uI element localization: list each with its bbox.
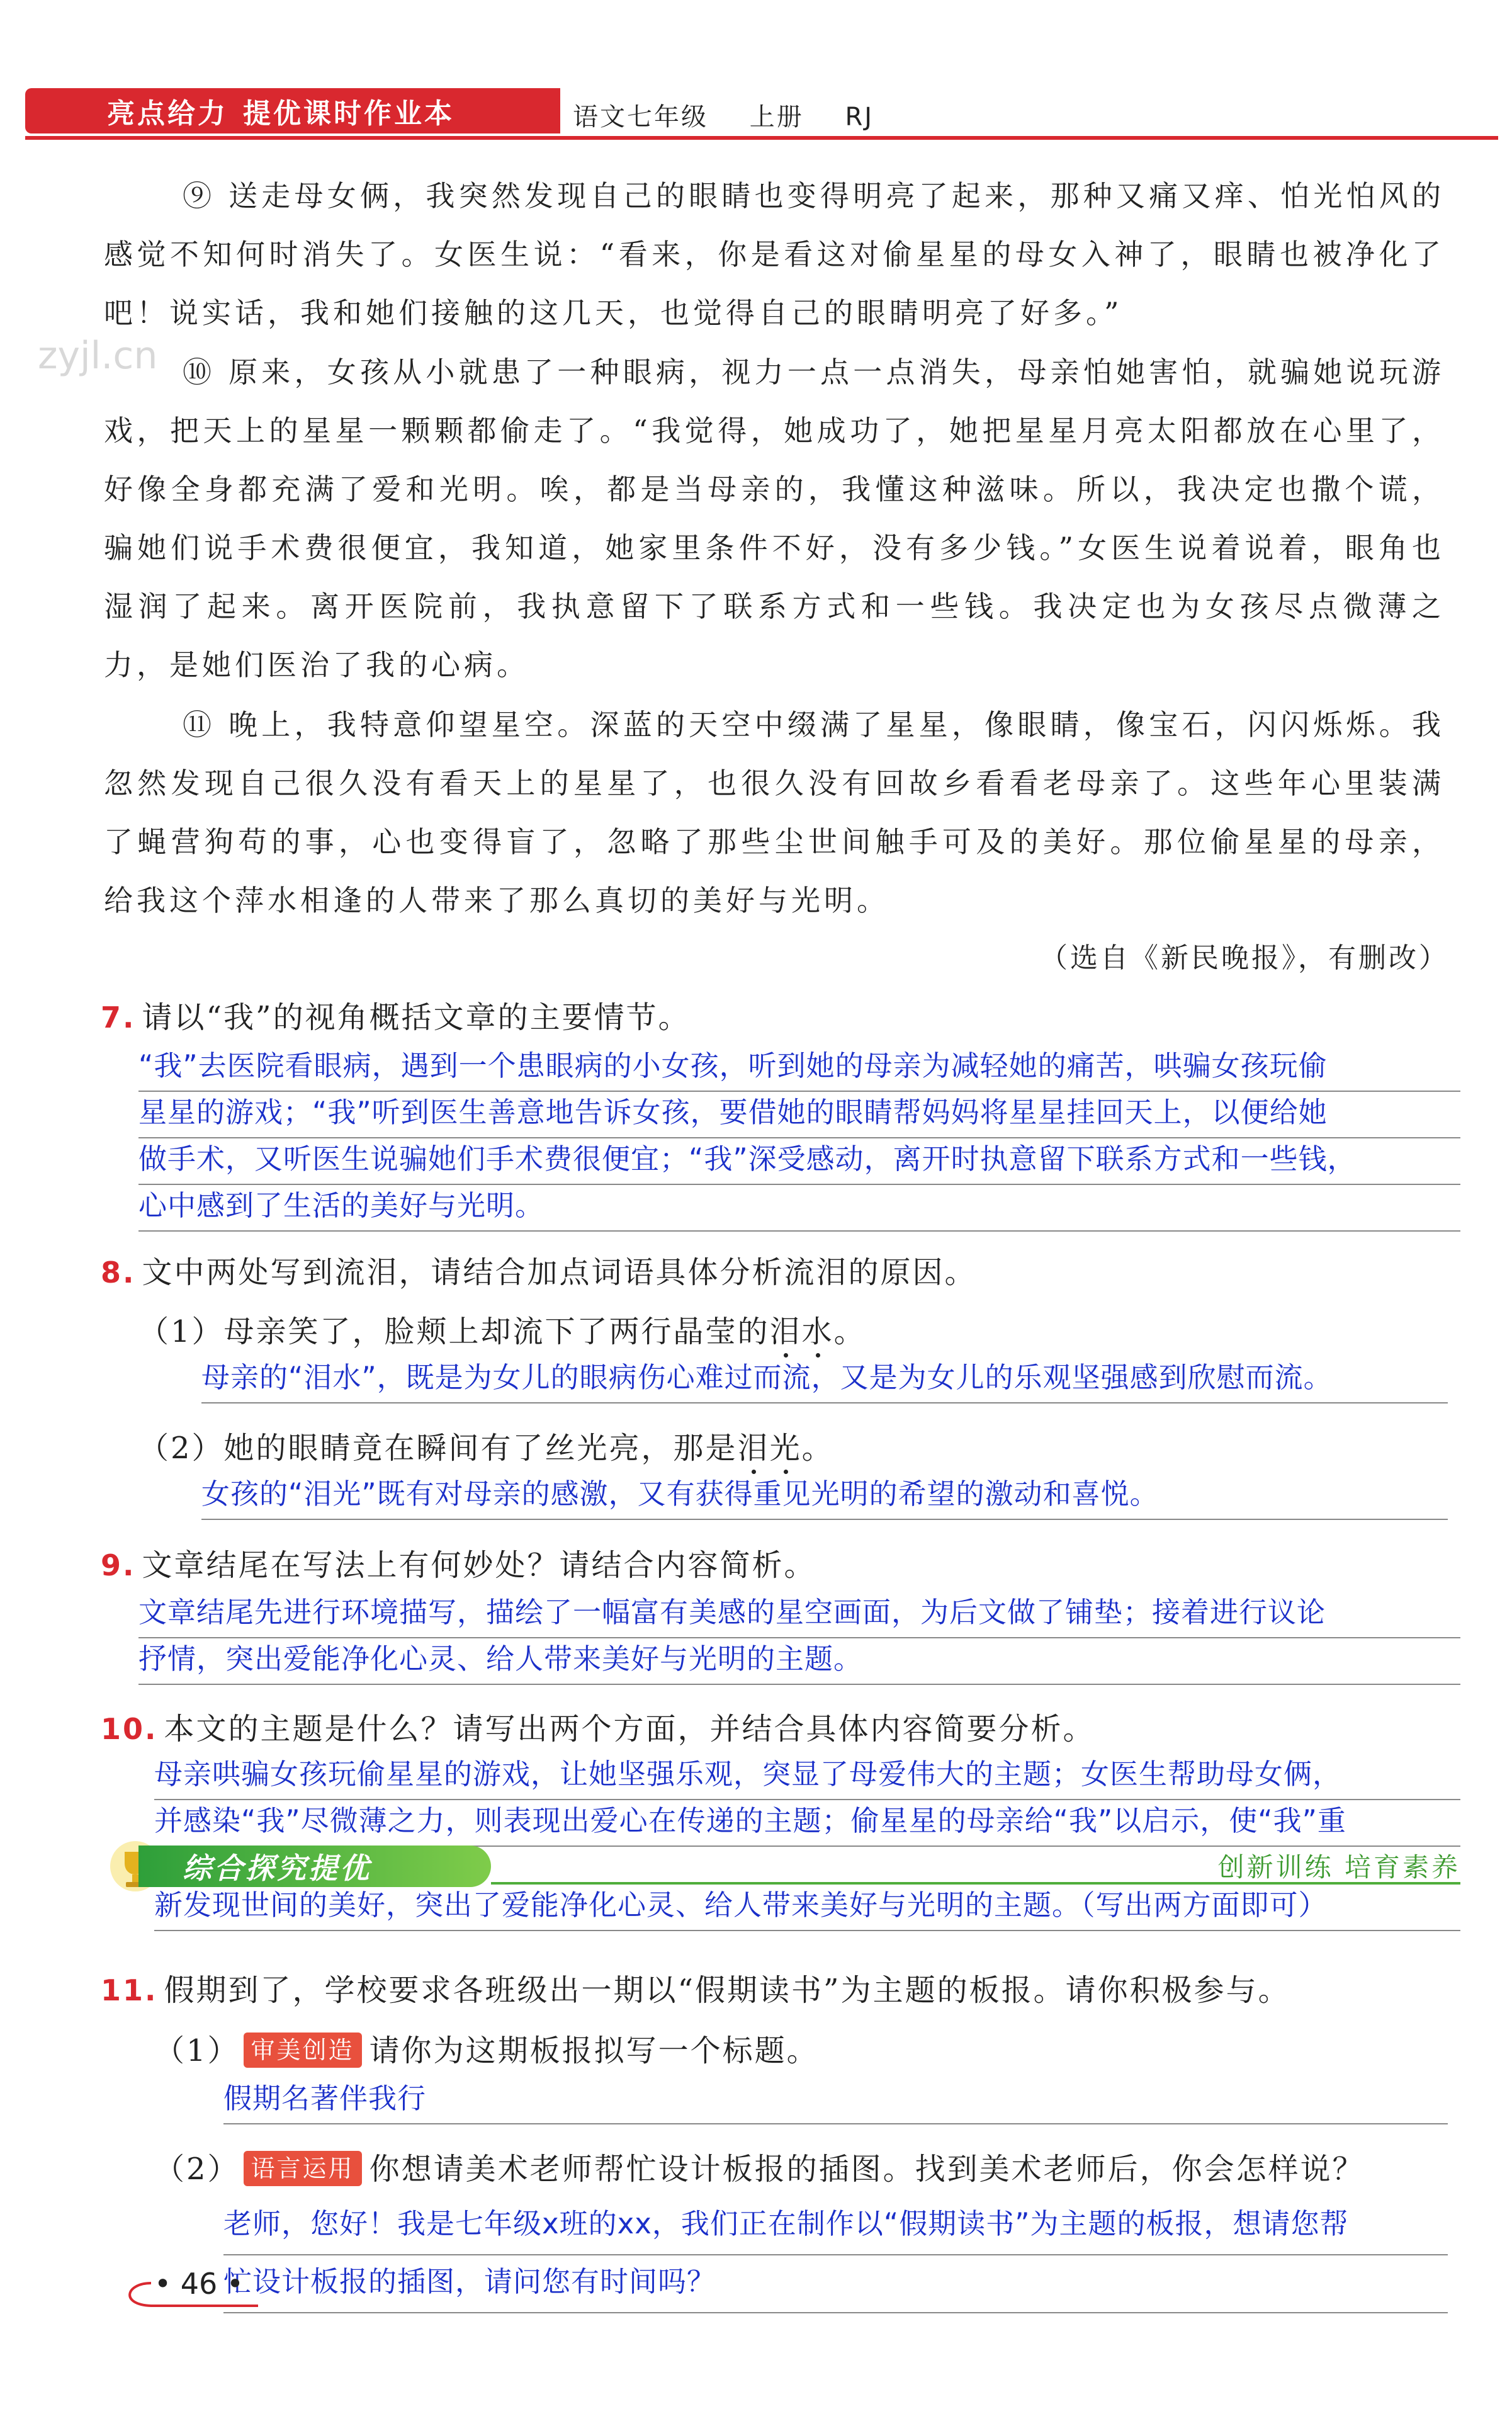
paragraph-text: 晚上，我特意仰望星空。深蓝的天空中缀满了星星，像眼睛，像宝石，闪闪烁烁。我忽然发现自己很久没有看天上的星星了，也很久没有回故乡看看老母亲了。这些年心里装满了蝇营狗苟的事，心也变得盲了，忽略了那些尘世间触手可及的美好。那位偷星星的母亲，给我这个萍水相逢的人带来了那么真切的美好与光明。 (104, 708, 1445, 917)
page-number: • 46 • (154, 2267, 244, 2301)
paragraph-number: ⑨ (183, 179, 216, 213)
paragraph-number: ⑪ (183, 708, 216, 742)
header-title-bar (25, 88, 560, 133)
sub-text: 请你为这期板报拟写一个标题。 (369, 2033, 819, 2068)
question-10 (101, 1706, 1454, 1752)
watermark: zyjl.cn (38, 334, 158, 378)
question-number: 9. (101, 1548, 136, 1582)
question-11-sub-1 (154, 2029, 819, 2073)
sub-text-end: 。 (833, 1314, 866, 1349)
answer-line: 抒情，突出爱能净化心灵、给人带来美好与光明的主题。 (138, 1638, 1460, 1685)
question-number: 8. (101, 1256, 136, 1290)
question-text: 假期到了，学校要求各班级出一期以“假期读书”为主题的板报。请你积极参与。 (164, 1973, 1290, 2008)
paragraph-text: 送走母女俩，我突然发现自己的眼睛也变得明亮了起来，那种又痛又痒、怕光怕风的感觉不知何时消失了。女医生说：“看来，你是看这对偷星星的母女入神了，眼睛也被净化了吧！说实话，我和她们接触的这几天，也觉得自己的眼睛明亮了好多。” (104, 179, 1445, 330)
answer-11-2 (223, 2197, 1448, 2313)
answer-line: 新发现世间的美好，突出了爱能净化心灵、给人带来美好与光明的主题。（写出两方面即可） (154, 1885, 1460, 1931)
question-text: 文中两处写到流泪，请结合加点词语具体分析流泪的原因。 (142, 1255, 977, 1290)
question-number: 7. (101, 1001, 136, 1035)
question-11-sub-2 (154, 2147, 1365, 2191)
answer-10-part-2 (154, 1885, 1460, 1931)
answer-7 (138, 1045, 1460, 1232)
question-7 (101, 995, 1454, 1040)
emphasis-char: 泪 (770, 1310, 802, 1354)
series-name: 提优课时作业本 (243, 98, 454, 130)
sub-label: （1） (138, 1314, 224, 1349)
skill-tag: 审美创造 (244, 2033, 362, 2068)
answer-10-part-1 (154, 1754, 1460, 1847)
banner-title: 综合探究提优 (183, 1851, 371, 1885)
question-text: 文章结尾在写法上有何妙处？请结合内容简析。 (142, 1548, 816, 1583)
emphasis-char: 泪 (738, 1426, 770, 1470)
answer-line: 母亲的“泪水”，既是为女儿的眼病伤心难过而流，又是为女儿的乐观坚强感到欣慰而流。 (201, 1357, 1448, 1403)
skill-tag: 语言运用 (244, 2151, 362, 2186)
banner-title-bar (138, 1846, 491, 1887)
answer-line: 文章结尾先进行环境描写，描绘了一幅富有美感的星空画面，为后文做了铺垫；接着进行议论 (138, 1592, 1460, 1638)
answer-11-1 (223, 2078, 1448, 2124)
question-text: 本文的主题是什么？请写出两个方面，并结合具体内容简要分析。 (164, 1711, 1095, 1747)
page-header (19, 82, 1512, 139)
passage-paragraph-10 (104, 343, 1445, 695)
header-subject-info (573, 97, 905, 133)
answer-line: 星星的游戏；“我”听到医生善意地告诉女孩，要借她的眼睛帮妈妈将星星挂回天上，以便给她 (138, 1092, 1460, 1138)
answer-8-2 (201, 1473, 1448, 1520)
answer-8-1 (201, 1357, 1448, 1403)
answer-line: 女孩的“泪光”既有对母亲的感激，又有获得重见光明的希望的激动和喜悦。 (201, 1473, 1448, 1520)
question-8-sub-2 (138, 1426, 834, 1470)
answer-line: 并感染“我”尽微薄之力，则表现出爱心在传递的主题；偷星星的母亲给“我”以启示，使“我”重 (154, 1800, 1460, 1847)
sub-label: （2） (154, 2152, 240, 2187)
sub-text: 你想请美术老师帮忙设计板报的插图。找到美术老师后，你会怎样说？ (369, 2152, 1365, 2187)
answer-9 (138, 1592, 1460, 1685)
emphasis-char: 水 (802, 1310, 834, 1354)
answer-line: “我”去医院看眼病，遇到一个患眼病的小女孩，听到她的母亲为减轻她的痛苦，哄骗女孩玩偷 (138, 1045, 1460, 1092)
question-8-sub-1 (138, 1310, 866, 1354)
sub-text: 她的眼睛竟在瞬间有了丝光亮，那是 (223, 1431, 738, 1466)
answer-line: 忙设计板报的插图，请问您有时间吗？ (223, 2255, 1448, 2313)
answer-line: 做手术，又听医生说骗她们手术费很便宜；“我”深受感动，离开时执意留下联系方式和一些钱， (138, 1138, 1460, 1185)
passage-paragraph-11 (104, 696, 1445, 930)
sub-label: （2） (138, 1431, 224, 1466)
passage-source: （选自《新民晚报》，有删改） (1040, 942, 1449, 974)
question-text: 请以“我”的视角概括文章的主要情节。 (142, 1000, 691, 1035)
question-number: 10. (101, 1712, 158, 1746)
sub-text: 母亲笑了，脸颊上却流下了两行晶莹的 (223, 1314, 770, 1349)
brand-name: 亮点给力 (107, 98, 228, 130)
emphasis-char: 光 (770, 1426, 802, 1470)
passage-paragraph-9 (104, 167, 1445, 343)
question-8 (101, 1250, 1454, 1295)
sub-text-end: 。 (801, 1431, 834, 1466)
paragraph-text: 原来，女孩从小就患了一种眼病，视力一点一点消失，母亲怕她害怕，就骗她说玩游戏，把天上的星星一颗颗都偷走了。“我觉得，她成功了，她把星星月亮太阳都放在心里了，好像全身都充满了爱和光明。唉，都是当母亲的，我懂这种滋味。所以，我决定也撒个谎，骗她们说手术费很便宜，我知道，她家里条件不好，没有多少钱。”女医生说着说着，眼角也湿润了起来。离开医院前，我执意留下了联系方式和一些钱。我决定也为女孩尽点微薄之力，是她们医治了我的心病。 (104, 355, 1445, 682)
question-number: 11. (101, 1973, 158, 2007)
answer-line: 心中感到了生活的美好与光明。 (138, 1185, 1460, 1232)
banner-subtitle: 创新训练 培育素养 (1217, 1852, 1460, 1883)
question-9 (101, 1543, 1454, 1588)
volume-label: 上册 (749, 103, 804, 132)
question-11 (101, 1968, 1454, 2013)
edition-label: RJ (845, 103, 874, 132)
paragraph-number: ⑩ (183, 355, 216, 389)
answer-line: 假期名著伴我行 (223, 2078, 1448, 2124)
answer-line: 老师，您好！我是七年级x班的xx，我们正在制作以“假期读书”为主题的板报，想请您帮 (223, 2197, 1448, 2255)
answer-line: 母亲哄骗女孩玩偷星星的游戏，让她坚强乐观，突显了母爱伟大的主题；女医生帮助母女俩， (154, 1754, 1460, 1800)
sub-label: （1） (154, 2033, 240, 2068)
header-divider (25, 136, 1498, 140)
subject-label: 语文七年级 (573, 103, 708, 132)
